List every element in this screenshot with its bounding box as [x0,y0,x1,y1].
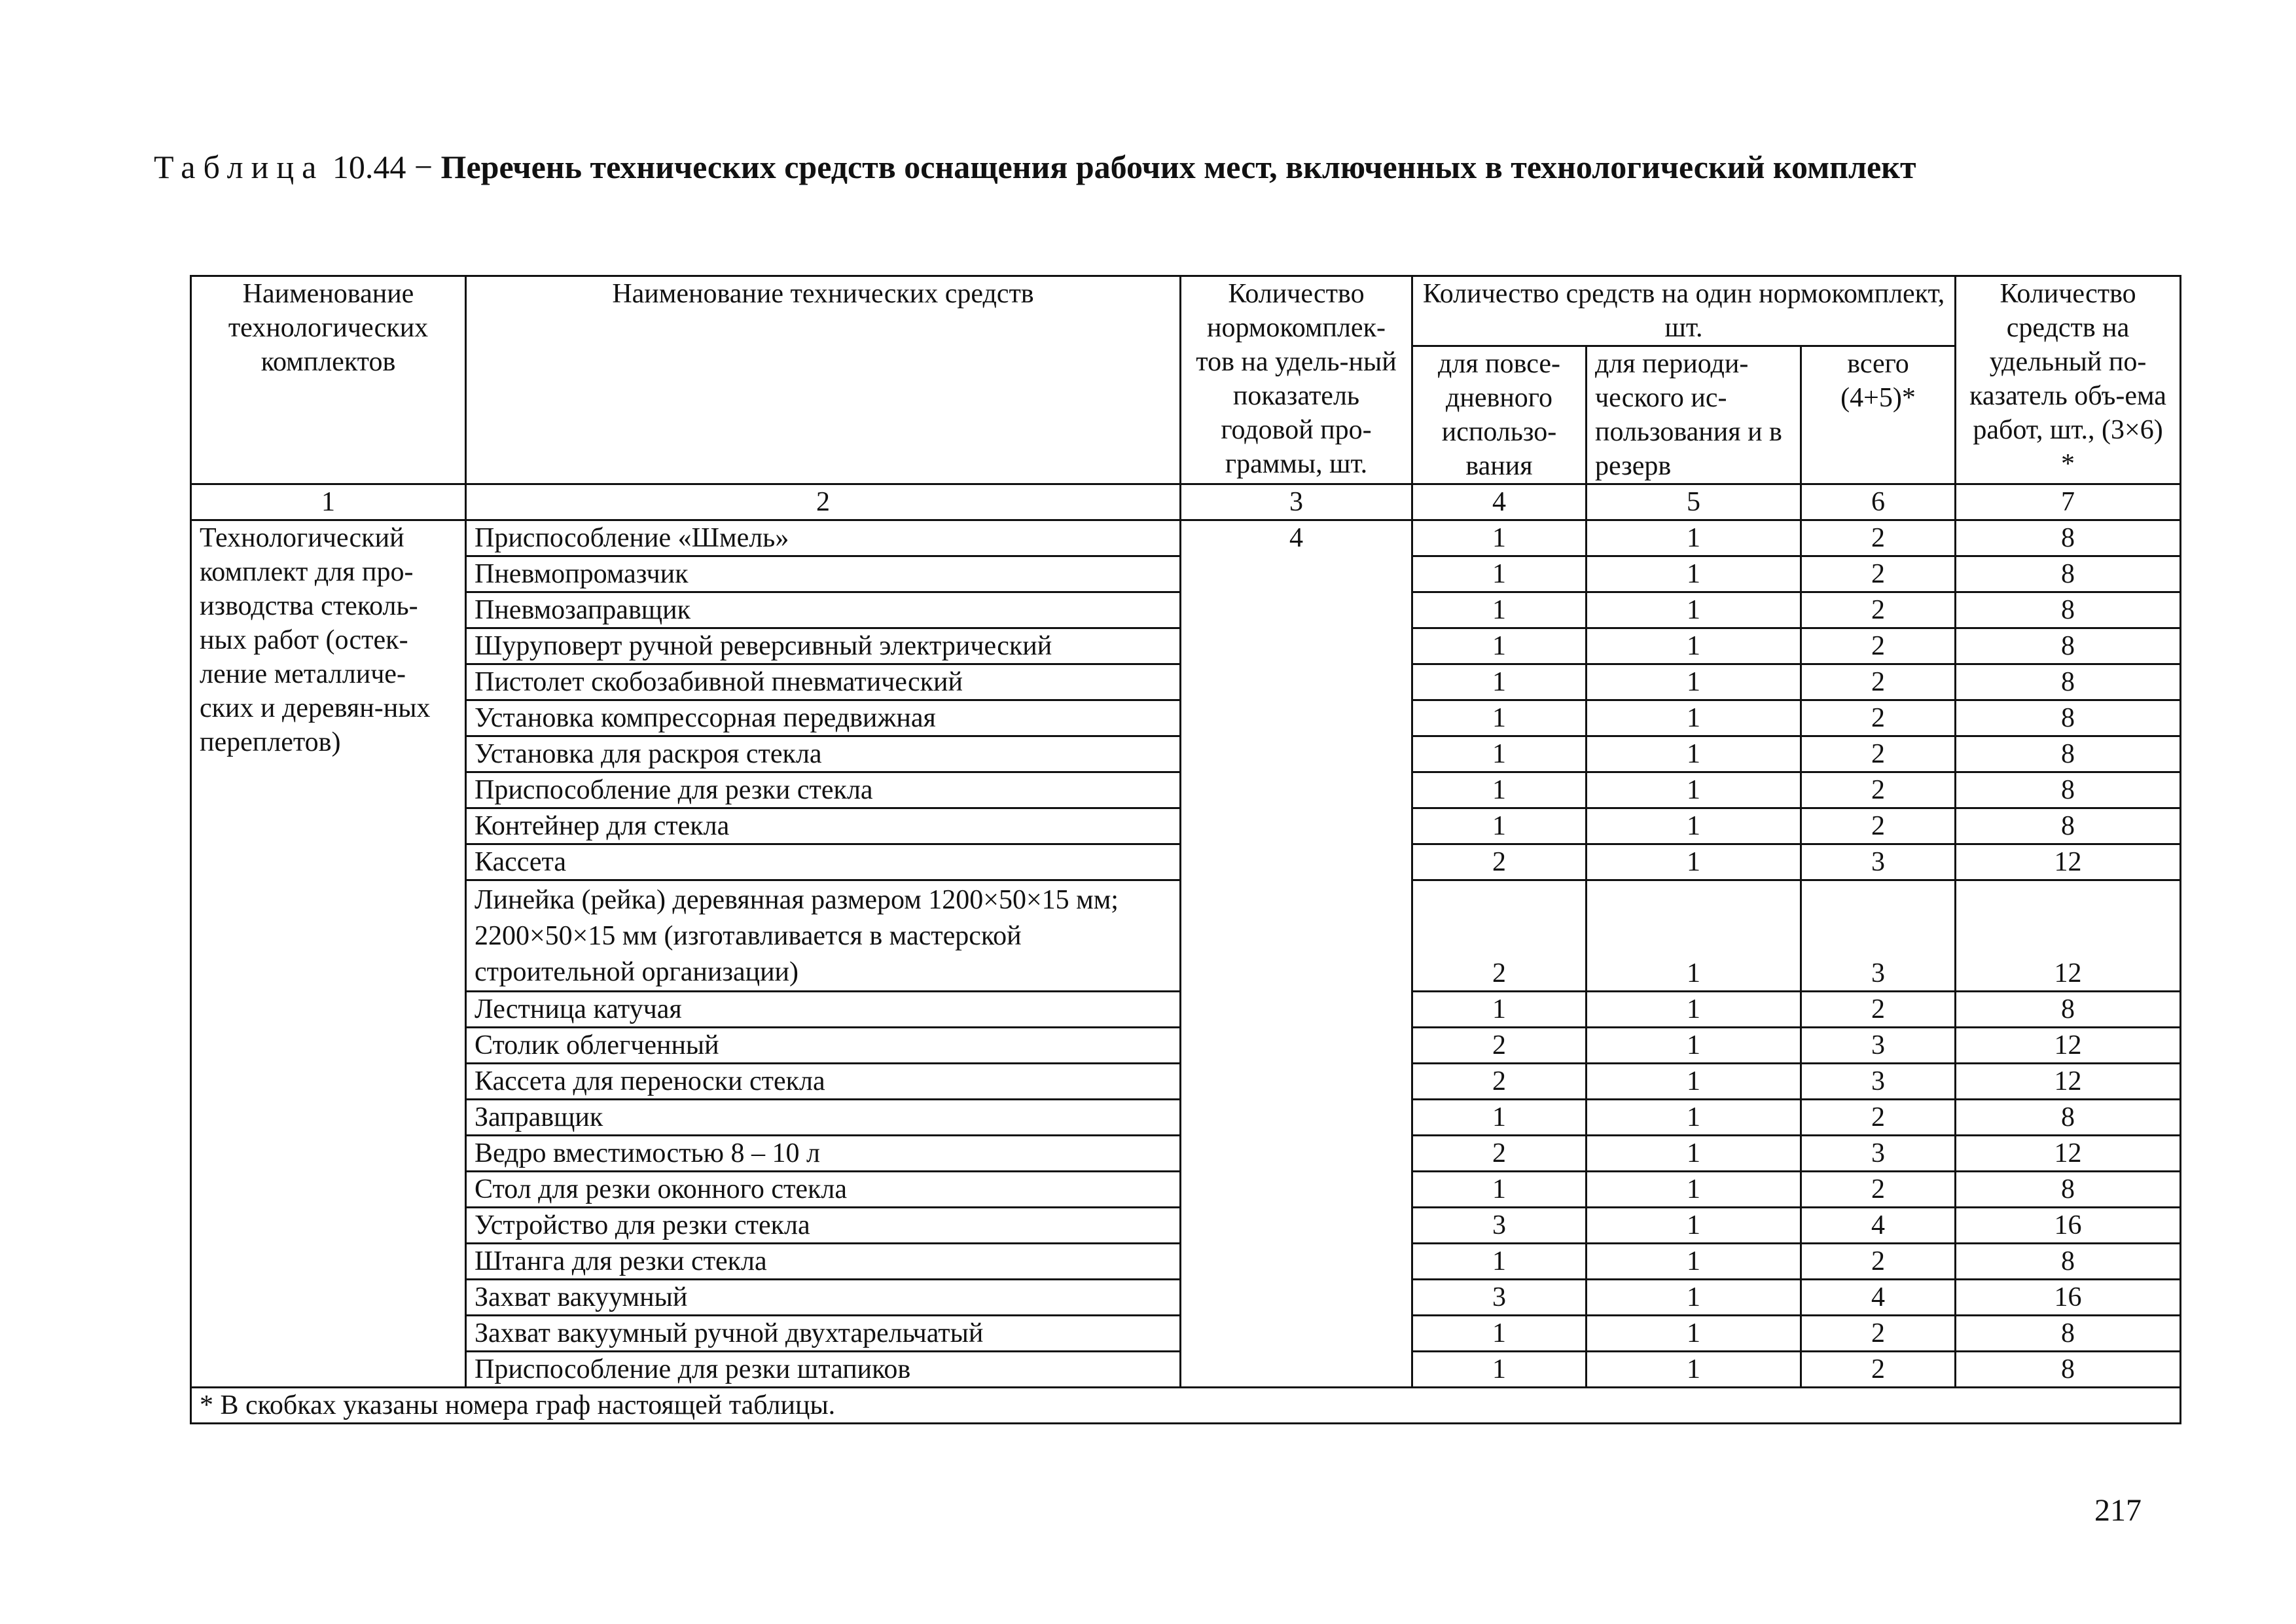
value-cell-c4: 1 [1412,1316,1587,1352]
value-cell-c5: 1 [1587,844,1801,880]
value-cell-c7: 8 [1956,772,2181,808]
value-cell-c7: 8 [1956,1172,2181,1208]
item-name: Захват вакуумный ручной двухтарельчатый [466,1316,1181,1352]
col-number: 6 [1801,484,1956,520]
value-cell-c7: 12 [1956,1064,2181,1100]
value-cell-c7: 8 [1956,1352,2181,1388]
value-cell-c5: 1 [1587,1172,1801,1208]
value-cell-c4: 1 [1412,772,1587,808]
group-name-cell: Технологический комплект для про-изводства стеколь-ных работ (остек-ление металличе-ских и деревян-ных переплетов) [191,520,466,1388]
item-name: Штанга для резки стекла [466,1244,1181,1280]
value-cell-c4: 1 [1412,628,1587,664]
value-cell-c7: 8 [1956,628,2181,664]
value-cell-c6: 2 [1801,592,1956,628]
value-cell-c5: 1 [1587,1100,1801,1136]
value-cell-c6: 2 [1801,1172,1956,1208]
caption-label: Таблица [154,149,325,185]
item-name: Установка для раскроя стекла [466,736,1181,772]
equipment-table [190,275,2181,1424]
item-name: Приспособление для резки стекла [466,772,1181,808]
value-cell-c4: 2 [1412,1028,1587,1064]
value-cell-c4: 1 [1412,700,1587,736]
item-name: Пистолет скобозабивной пневматический [466,664,1181,700]
value-cell-c6: 4 [1801,1280,1956,1316]
value-cell-c4: 2 [1412,844,1587,880]
value-cell-c6: 2 [1801,1244,1956,1280]
value-cell-c4: 1 [1412,1352,1587,1388]
value-cell-c6: 3 [1801,1028,1956,1064]
value-cell-c5: 1 [1587,1316,1801,1352]
value-cell-c5: 1 [1587,556,1801,592]
value-cell-c5: 1 [1587,592,1801,628]
item-name: Линейка (рейка) деревянная размером 1200×50×15 мм; 2200×50×15 мм (изготавливается в мастерской строительной организации) [466,880,1181,992]
value-cell-c5: 1 [1587,1064,1801,1100]
value-cell-c5: 1 [1587,1028,1801,1064]
value-cell-c6: 2 [1801,664,1956,700]
value-cell-c6: 2 [1801,520,1956,556]
value-cell-c4: 1 [1412,556,1587,592]
value-cell-c7: 12 [1956,1136,2181,1172]
value-cell-c4: 3 [1412,1208,1587,1244]
value-cell-c5: 1 [1587,1244,1801,1280]
value-cell-c6: 2 [1801,700,1956,736]
item-name: Заправщик [466,1100,1181,1136]
value-cell-c4: 1 [1412,736,1587,772]
value-cell-c4: 1 [1412,808,1587,844]
col-number: 1 [191,484,466,520]
item-name: Приспособление «Шмель» [466,520,1181,556]
header-row-1 [191,276,2181,346]
value-cell-c6: 2 [1801,772,1956,808]
col-number: 2 [466,484,1181,520]
value-cell-c6: 3 [1801,1064,1956,1100]
value-cell-c5: 1 [1587,1136,1801,1172]
value-cell-c7: 8 [1956,520,2181,556]
header-group: Количество средств на один нормокомплект, шт. [1412,276,1956,346]
value-cell-c4: 1 [1412,592,1587,628]
item-name: Столик облегченный [466,1028,1181,1064]
header-col4: для повсе-дневного использо-вания [1412,346,1587,484]
header-col6: всего (4+5)* [1801,346,1956,484]
value-cell-c7: 8 [1956,736,2181,772]
value-cell-c7: 8 [1956,992,2181,1028]
value-cell-c4: 3 [1412,1280,1587,1316]
item-name: Устройство для резки стекла [466,1208,1181,1244]
value-cell-c4: 1 [1412,992,1587,1028]
item-name: Ведро вместимостью 8 – 10 л [466,1136,1181,1172]
footnote: * В скобках указаны номера граф настоящей таблицы. [191,1388,2181,1424]
value-cell-c5: 1 [1587,880,1801,992]
value-cell-c6: 2 [1801,736,1956,772]
value-cell-c4: 2 [1412,1136,1587,1172]
value-cell-c6: 2 [1801,808,1956,844]
value-cell-c7: 8 [1956,1316,2181,1352]
value-cell-c4: 1 [1412,664,1587,700]
value-cell-c5: 1 [1587,1208,1801,1244]
item-name: Контейнер для стекла [466,808,1181,844]
header-col7: Количество средств на удельный по-казатель объ-ема работ, шт., (3×6) * [1956,276,2181,484]
value-cell-c4: 1 [1412,1244,1587,1280]
value-cell-c6: 3 [1801,880,1956,992]
value-cell-c7: 12 [1956,880,2181,992]
value-cell-c6: 3 [1801,844,1956,880]
item-name: Шуруповерт ручной реверсивный электрический [466,628,1181,664]
caption-title: Перечень технических средств оснащения рабочих мест, включенных в технологический комплект [440,149,1916,185]
value-cell-c7: 8 [1956,664,2181,700]
value-cell-c5: 1 [1587,520,1801,556]
value-cell-c4: 1 [1412,1100,1587,1136]
value-cell-c6: 2 [1801,992,1956,1028]
item-name: Установка компрессорная передвижная [466,700,1181,736]
item-name: Кассета [466,844,1181,880]
value-cell-c6: 2 [1801,1352,1956,1388]
value-cell-c7: 8 [1956,592,2181,628]
value-cell-c4: 2 [1412,880,1587,992]
value-cell-c7: 12 [1956,844,2181,880]
value-cell-c6: 3 [1801,1136,1956,1172]
page-number: 217 [2094,1493,2142,1528]
value-cell-c5: 1 [1587,1352,1801,1388]
value-cell-c4: 2 [1412,1064,1587,1100]
value-cell-c7: 8 [1956,700,2181,736]
value-cell-c5: 1 [1587,664,1801,700]
column-numbers-row [191,484,2181,520]
header-col1: Наименование технологических комплектов [191,276,466,484]
item-name: Захват вакуумный [466,1280,1181,1316]
value-cell-c6: 2 [1801,556,1956,592]
value-cell-c5: 1 [1587,808,1801,844]
value-cell-c7: 8 [1956,808,2181,844]
value-cell-c7: 8 [1956,556,2181,592]
value-cell-c4: 1 [1412,1172,1587,1208]
value-cell-c7: 16 [1956,1208,2181,1244]
value-cell-c4: 1 [1412,520,1587,556]
value-cell-c6: 4 [1801,1208,1956,1244]
value-cell-c6: 2 [1801,1316,1956,1352]
normokit-qty-cell: 4 [1181,520,1412,1388]
value-cell-c5: 1 [1587,992,1801,1028]
value-cell-c5: 1 [1587,628,1801,664]
value-cell-c5: 1 [1587,700,1801,736]
table-caption [154,134,2189,200]
value-cell-c7: 16 [1956,1280,2181,1316]
caption-number: 10.44 − [324,149,441,185]
value-cell-c5: 1 [1587,772,1801,808]
value-cell-c7: 8 [1956,1244,2181,1280]
value-cell-c6: 2 [1801,1100,1956,1136]
col-number: 3 [1181,484,1412,520]
col-number: 4 [1412,484,1587,520]
header-col5: для периоди-ческого ис-пользования и в резерв [1587,346,1801,484]
value-cell-c5: 1 [1587,736,1801,772]
value-cell-c6: 2 [1801,628,1956,664]
footnote-row [191,1388,2181,1424]
header-col2: Наименование технических средств [466,276,1181,484]
table-row [191,520,2181,556]
value-cell-c5: 1 [1587,1280,1801,1316]
col-number: 7 [1956,484,2181,520]
item-name: Приспособление для резки штапиков [466,1352,1181,1388]
item-name: Стол для резки оконного стекла [466,1172,1181,1208]
item-name: Пневмозаправщик [466,592,1181,628]
col-number: 5 [1587,484,1801,520]
value-cell-c7: 8 [1956,1100,2181,1136]
item-name: Пневмопромазчик [466,556,1181,592]
header-col3: Количество нормокомплек-тов на удель-ный показатель годовой про-граммы, шт. [1181,276,1412,484]
item-name: Лестница катучая [466,992,1181,1028]
value-cell-c7: 12 [1956,1028,2181,1064]
item-name: Кассета для переноски стекла [466,1064,1181,1100]
